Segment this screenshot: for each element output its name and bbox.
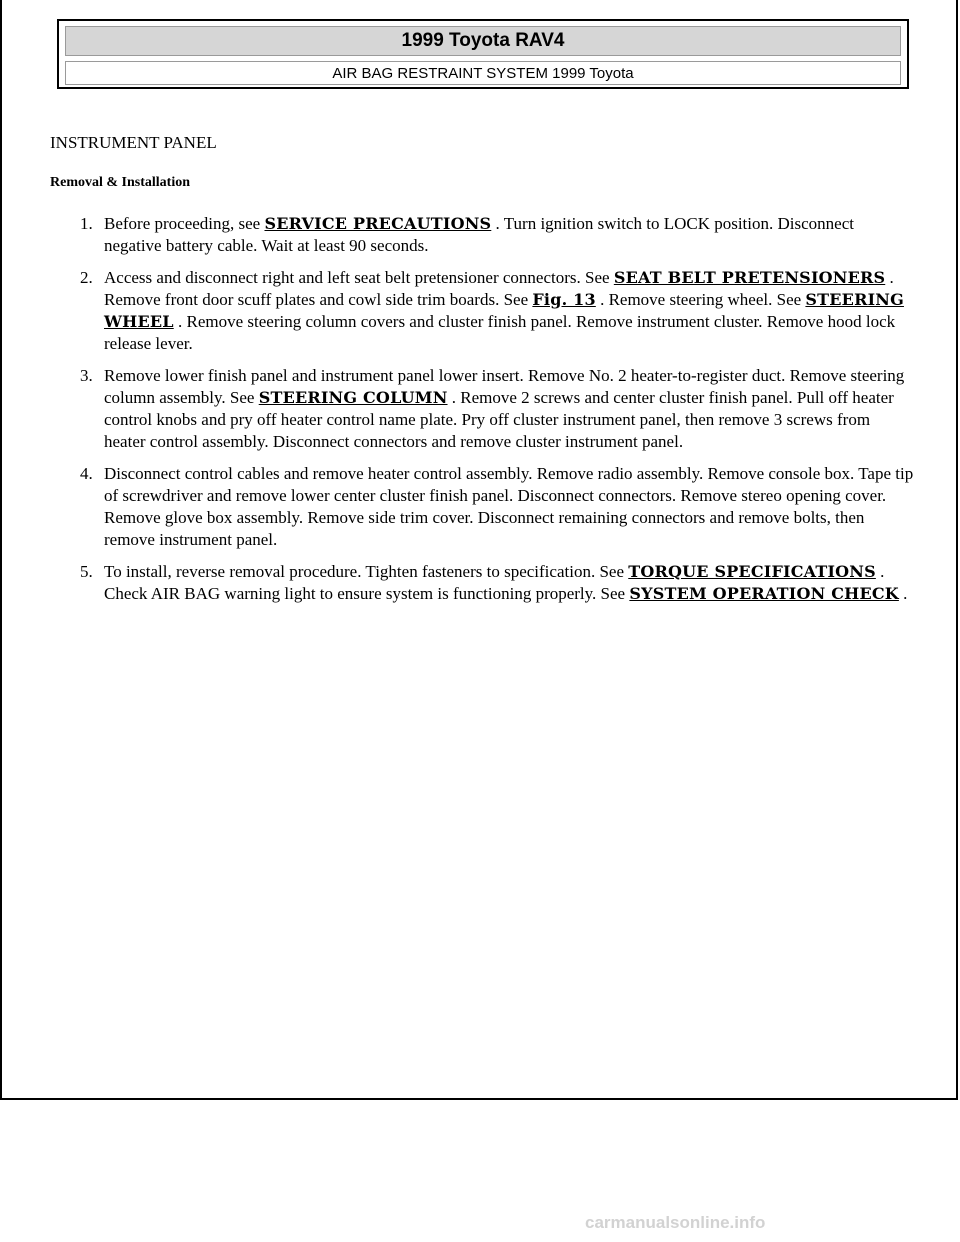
step-3 (80, 365, 914, 453)
step-number: 4. (80, 464, 93, 483)
document-header (57, 19, 909, 89)
step-text: . Remove front door scuff plates and cowl side trim boards. See (104, 268, 894, 309)
step-text: Remove lower finish panel and instrument panel lower insert. Remove No. 2 heater-to-register duct. Remove steering column assembly. See (104, 366, 905, 407)
step-text: . Turn ignition switch to LOCK position. Disconnect negative battery cable. Wait at least 90 seconds. (104, 214, 854, 255)
step-5 (80, 561, 914, 605)
section-title: INSTRUMENT PANEL (50, 133, 217, 152)
document-title: 1999 Toyota RAV4 (65, 26, 901, 56)
watermark: carmanualsonline.info (585, 1213, 766, 1232)
link-steering-column[interactable]: STEERING COLUMN (258, 388, 448, 407)
step-number: 3. (80, 366, 93, 385)
step-text: Access and disconnect right and left seat belt pretensioner connectors. See (104, 268, 614, 287)
link-system-operation-check[interactable]: SYSTEM OPERATION CHECK (629, 584, 899, 603)
step-4 (80, 463, 914, 551)
section-subtitle: Removal & Installation (50, 175, 190, 190)
step-text: . Remove 2 screws and center cluster finish panel. Pull off heater control knobs and pry off heater control name plate. Pry off cluster instrument panel, then remove 3 screws from heater control assembly. Disconnect connectors and remove cluster instrument panel. (104, 388, 894, 451)
step-number: 1. (80, 214, 93, 233)
link-service-precautions[interactable]: SERVICE PRECAUTIONS (264, 214, 492, 233)
step-text: Before proceeding, see (104, 214, 265, 233)
step-text: To install, reverse removal procedure. Tighten fasteners to specification. See (104, 562, 629, 581)
step-1 (80, 213, 914, 257)
link-torque-specifications[interactable]: TORQUE SPECIFICATIONS (628, 562, 876, 581)
step-number: 5. (80, 562, 93, 581)
step-text: Disconnect control cables and remove heater control assembly. Remove radio assembly. Remove console box. Tape tip of screwdriver and remove lower center cluster finish panel. Disconnect connectors. Remove stereo opening cover. Remove glove box assembly. Remove side trim cover. Disconnect remaining connectors and remove bolts, then remove instrument panel. (104, 464, 914, 549)
step-2 (80, 267, 914, 355)
step-text: . Remove steering wheel. See (595, 290, 806, 309)
step-number: 2. (80, 268, 93, 287)
link-steering-wheel[interactable]: STEERING WHEEL (104, 290, 904, 331)
step-text: . (898, 584, 908, 603)
procedure-steps (80, 213, 914, 615)
document-subtitle: AIR BAG RESTRAINT SYSTEM 1999 Toyota (65, 61, 901, 85)
step-text: . Check AIR BAG warning light to ensure system is functioning properly. See (104, 562, 885, 603)
link-fig-13[interactable]: Fig. 13 (532, 290, 596, 309)
link-seat-belt-pretensioners[interactable]: SEAT BELT PRETENSIONERS (613, 268, 886, 287)
step-text: . Remove steering column covers and cluster finish panel. Remove instrument cluster. Remove hood lock release lever. (104, 312, 896, 353)
